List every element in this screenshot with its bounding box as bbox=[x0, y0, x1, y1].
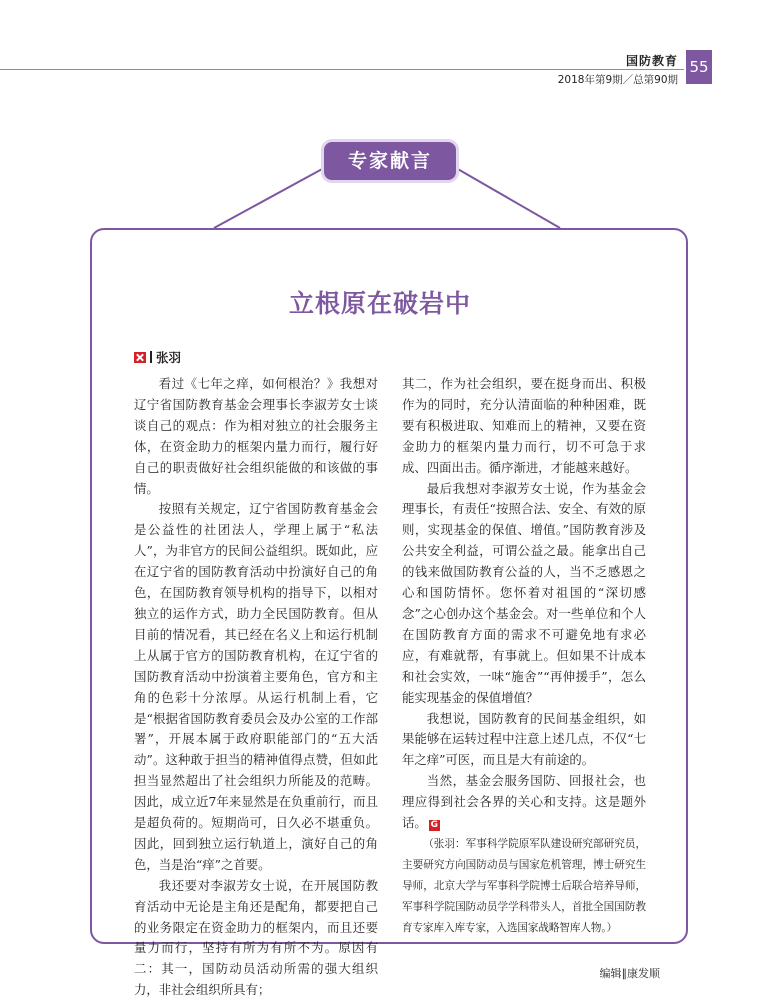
paragraph-continued: 其二，作为社会组织，要在挺身而出、积极作为的同时，充分认清面临的种种困难，既要有积极进取、知难而上的精神，又要在资金助力的框架内量力而行，切不可急于求成、四面出击。循序渐进，才能越来越好。 bbox=[402, 376, 646, 475]
editor-credit: 编辑∥康发顺 bbox=[599, 967, 660, 980]
journal-issue: 2018年第9期／总第90期 bbox=[557, 74, 678, 86]
article-column-right bbox=[402, 374, 646, 938]
column-badge bbox=[324, 142, 456, 180]
author-divider bbox=[150, 351, 152, 363]
paragraph: 我还要对李淑芳女士说，在开展国防教育活动中无论是主角还是配角，都要把自己的业务限定在资金助力的框架内，而且还要量力而行，坚持有所为有所不为。原因有二：其一，国防动员活动所需的强大组织力，非社会组织所具有； bbox=[134, 877, 378, 998]
journal-name: 国防教育 bbox=[625, 54, 678, 68]
page-number: 55 bbox=[686, 50, 712, 84]
author-bio: （张羽：军事科学院原军队建设研究部研究员，主要研究方向国防动员与国家危机管理，博士研究生导师，北京大学与军事科学院博士后联合培养导师，军事科学院国防动员学学科带头人，首批全国国防教育专家库入库专家，入选国家战略智库人物。） bbox=[402, 837, 646, 934]
byline bbox=[134, 350, 181, 364]
paragraph: 我想说，国防教育的民间基金组织，如果能够在运转过程中注意上述几点，不仅“七年之痒”可医，而且是大有前途的。 bbox=[402, 710, 646, 768]
paragraph: 按照有关规定，辽宁省国防教育基金会是公益性的社团法人，学理上属于“私法人”，为非官方的民间公益组织。既如此，应在辽宁省的国防教育活动中扮演好自己的角色，在国防教育领导机构的指导下，以相对独立的运作方式，助力全民国防教育。但从目前的情况看，其已经在名义上和运行机制上从属于官方的国防教育机构，在辽宁省的国防教育活动中扮演着主要角色，官方和主角的色彩十分浓厚。从运行机制上看，它是“根据省国防教育委员会及办公室的工作部署”，开展本属于政府职能部门的“五大活动”。这种敢于担当的精神值得点赞，但如此担当显然超出了社会组织力所能及的范畴。因此，成立近7年来显然是在负重前行，而且是超负荷的。短期尚可，日久必不堪重负。因此，回到独立运行轨道上，演好自己的角色，当是治“痒”之首要。 bbox=[134, 501, 378, 872]
badge-connector-lines bbox=[0, 0, 760, 260]
paragraph: 最后我想对李淑芳女士说，作为基金会理事长，有责任“按照合法、安全、有效的原则，实现基金的保值、增值。”国防教育涉及公共安全利益，可谓公益之最。能拿出自己的钱来做国防教育公益的人，当不乏感恩之心和国防情怀。您怀着对祖国的“深切感念”之心创办这个基金会。对一些单位和个人在国防教育方面的需求不可避免地有求必应，有难就帮，有事就上。但如果不计成本和社会实效，一味“施舍”“再伸援手”，怎么能实现基金的保值增值？ bbox=[402, 480, 646, 705]
article-column-left bbox=[134, 374, 378, 1001]
closing-text: 当然，基金会服务国防、回报社会，也理应得到社会各界的关心和支持。这是题外话。 bbox=[402, 773, 646, 831]
author-name: 张羽 bbox=[156, 350, 182, 365]
column-label: 专家献言 bbox=[347, 150, 432, 172]
paragraph: 看过《七年之痒，如何根治？》我想对辽宁省国防教育基金会理事长李淑芳女士谈谈自己的观点：作为相对独立的社会服务主体，在资金助力的框架内量力而行，履行好自己的职责做好社会组织能做的和该做的事情。 bbox=[134, 376, 378, 496]
article-title: 立根原在破岩中 bbox=[288, 289, 471, 318]
end-mark-icon: G bbox=[430, 820, 438, 831]
closing-paragraph bbox=[402, 771, 646, 834]
author-mark-icon bbox=[134, 352, 146, 363]
